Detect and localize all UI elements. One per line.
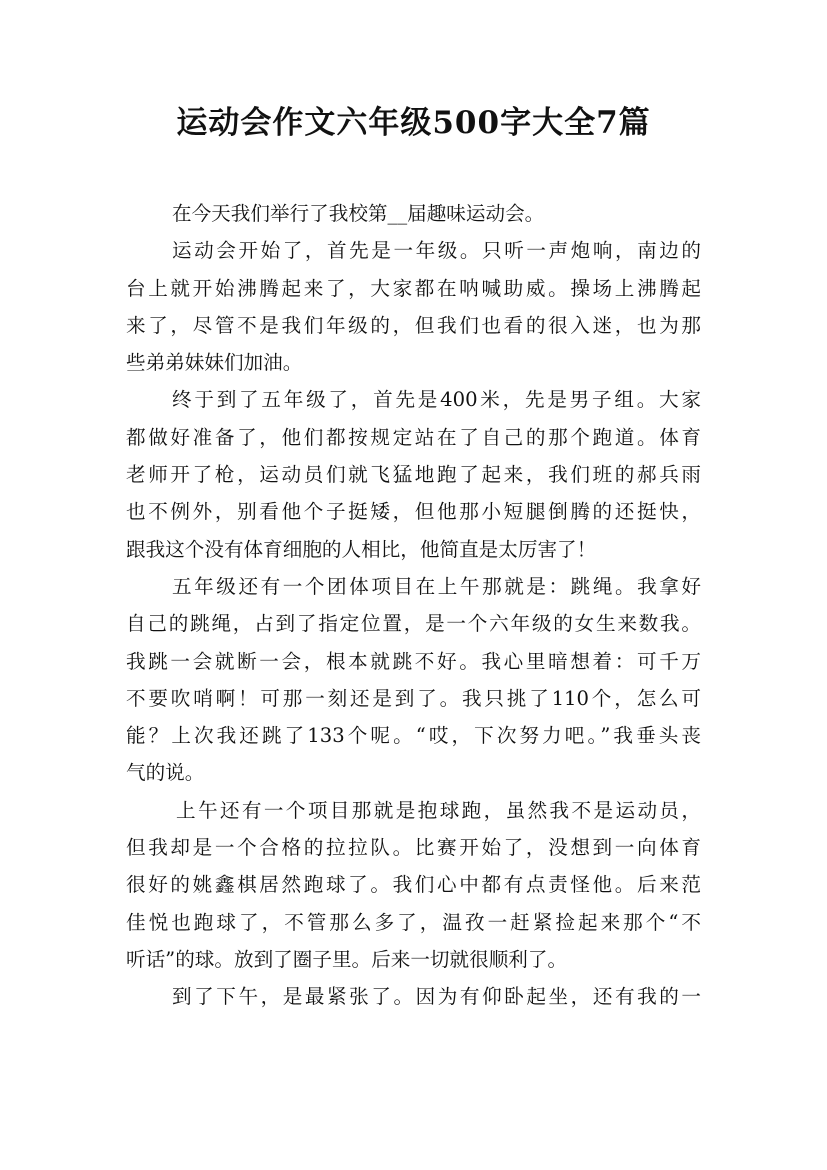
paragraph [126, 195, 701, 232]
text-line: 到了下午，是最紧张了。因为有仰卧起坐，还有我的一 [172, 985, 701, 1009]
text-line: 在今天我们举行了我校第__届趣味运动会。 [172, 202, 545, 225]
text-line: 来了，尽管不是我们年级的，但我们也看的很入迷，也为那 [126, 313, 701, 337]
text-line: 跟我这个没有体育细胞的人相比，他简直是太厉害了！ [126, 537, 597, 561]
paragraph [126, 792, 701, 978]
paragraph [126, 978, 701, 1015]
text-line: 上午还有一个项目那就是抱球跑，虽然我不是运动员， [176, 798, 701, 822]
text-line: 老师开了枪，运动员们就飞猛地跑了起来，我们班的郝兵雨 [126, 463, 701, 487]
text-line: 听话”的球。放到了圈子里。后来一切就很顺利了。 [126, 947, 568, 971]
text-line: 但我却是一个合格的拉拉队。比赛开始了，没想到一向体育 [126, 836, 701, 860]
text-line: 很好的姚鑫棋居然跑球了。我们心中都有点责怪他。后来范 [126, 873, 701, 897]
text-line: 不要吹哨啊！可那一刻还是到了。我只挑了110个，怎么可 [126, 686, 701, 710]
text-line: 佳悦也跑球了，不管那么多了，温孜一赶紧捡起来那个“不 [126, 910, 701, 934]
text-line: 我跳一会就断一会，根本就跳不好。我心里暗想着：可千万 [126, 649, 701, 673]
text-line: 些弟弟妹妹们加油。 [126, 351, 303, 375]
document-title: 运动会作文六年级500字大全7篇 [176, 105, 651, 141]
document-body [126, 195, 701, 1016]
paragraph [126, 232, 701, 381]
text-line: 台上就开始沸腾起来了，大家都在呐喊助威。操场上沸腾起 [126, 276, 701, 300]
paragraph [126, 568, 701, 792]
text-line: 自己的跳绳，占到了指定位置，是一个六年级的女生来数我。 [126, 612, 701, 636]
text-line: 运动会开始了，首先是一年级。只听一声炮响，南边的 [172, 239, 701, 263]
text-line: 五年级还有一个团体项目在上午那就是：跳绳。我拿好 [172, 574, 701, 598]
text-line: 气的说。 [126, 761, 205, 785]
paragraph [126, 381, 701, 567]
text-line: 终于到了五年级了，首先是400米，先是男子组。大家 [172, 388, 701, 412]
text-line: 能？上次我还跳了133个呢。“哎，下次努力吧。”我垂头丧 [126, 724, 701, 748]
text-line: 也不例外，别看他个子挺矮，但他那小短腿倒腾的还挺快， [126, 500, 701, 524]
text-line: 都做好准备了，他们都按规定站在了自己的那个跑道。体育 [126, 425, 701, 449]
